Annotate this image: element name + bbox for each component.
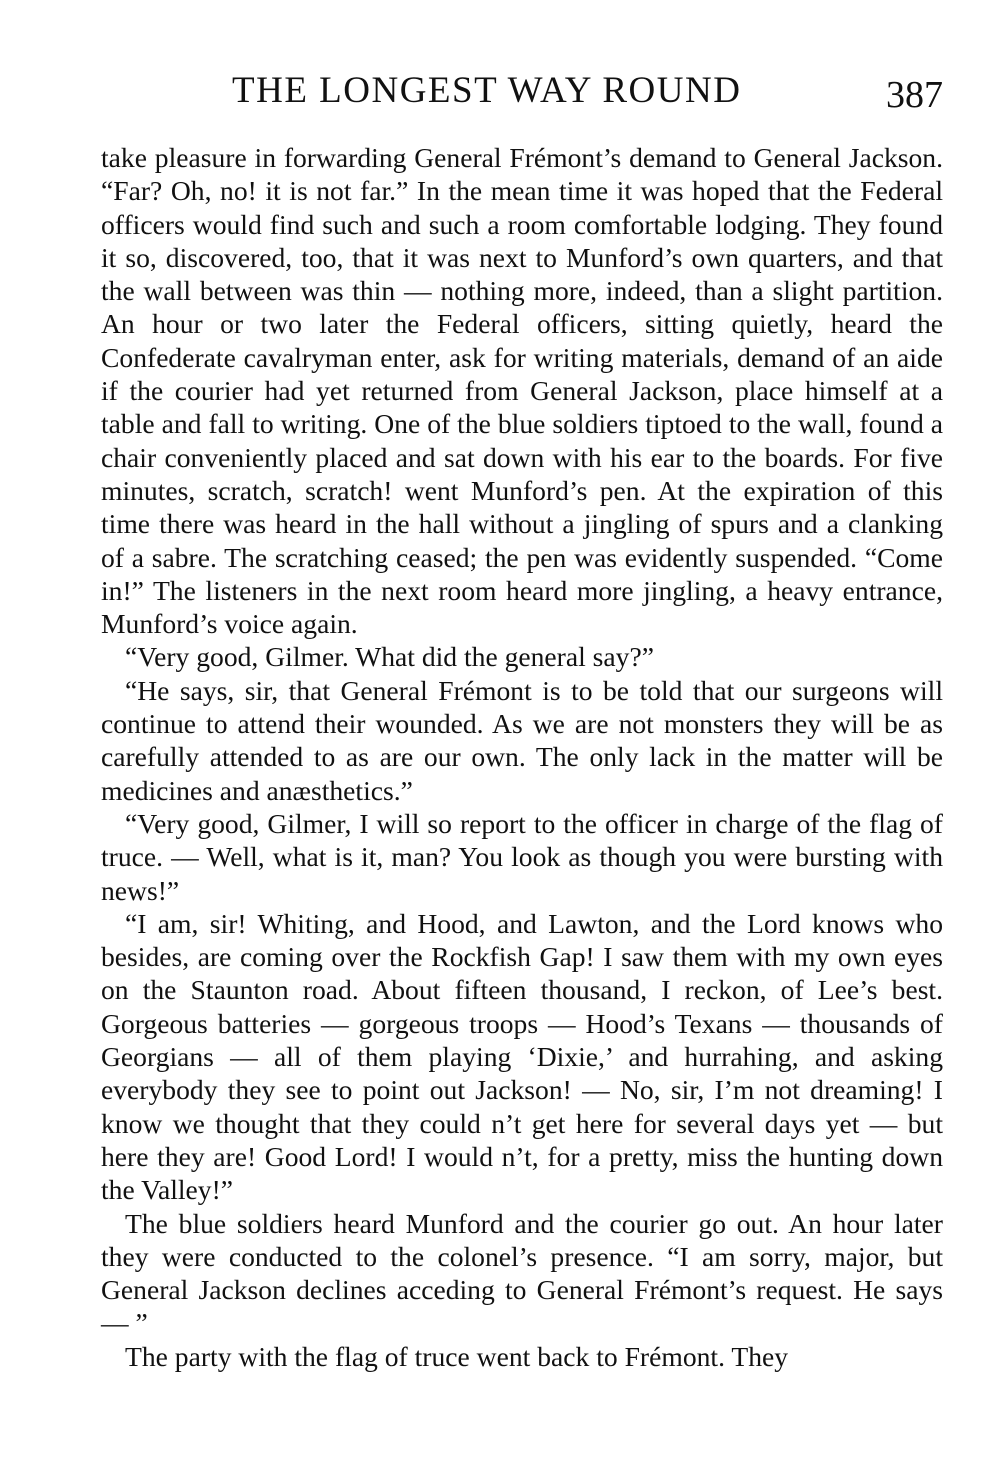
paragraph: take pleasure in forwarding General Frémont’s demand to General Jackson. “Far? Oh, no! it is not far.” In the mean time it was hoped that the Federal officers would find such and such a room comfortable lodging. They found it so, discovered, too, that it was next to Munford’s own quarters, and that the wall between was thin — nothing more, indeed, than a slight partition. An hour or two later the Federal officers, sitting quietly, heard the Confederate cavalryman enter, ask for writing materials, demand of an aide if the courier had yet returned from General Jackson, place himself at a table and fall to writing. One of the blue soldiers tiptoed to the wall, found a chair conveniently placed and sat down with his ear to the boards. For five minutes, scratch, scratch! went Munford’s pen. At the expiration of this time there was heard in the hall without a jingling of spurs and a clanking of a sabre. The scratching ceased; the pen was evidently suspended. “Come in!” The listeners in the next room heard more jingling, a heavy entrance, Munford’s voice again. [101, 142, 943, 640]
page-number: 387 [886, 74, 943, 116]
paragraph: “Very good, Gilmer, I will so report to the officer in charge of the flag of truce. — Well, what is it, man? You look as though you were bursting with news!” [101, 807, 943, 906]
paragraph: “Very good, Gilmer. What did the general say?” [125, 641, 654, 673]
paragraph: “He says, sir, that General Frémont is to be told that our surgeons will continue to attend their wounded. As we are not monsters they will be as carefully attended to as are our own. The only lack in the matter will be medicines and anæsthetics.” [101, 674, 943, 806]
running-title: THE LONGEST WAY ROUND [232, 70, 742, 111]
paragraph: The blue soldiers heard Munford and the courier go out. An hour later they were conducted to the colonel’s presence. “I am sorry, major, but General Jackson declines acceding to General Frémont’s request. He says — ” [101, 1207, 943, 1339]
running-head [101, 68, 943, 124]
paragraph: “I am, sir! Whiting, and Hood, and Lawton, and the Lord knows who besides, are coming over the Rockfish Gap! I saw them with my own eyes on the Staunton road. About fifteen thousand, I reckon, of Lee’s best. Gorgeous batteries — gorgeous troops — Hood’s Texans — thousands of Georgians — all of them playing ‘Dixie,’ and hurrahing, and asking everybody they see to point out Jackson! — No, sir, I’m not dreaming! I know we thought that they could n’t get here for several days yet — but here they are! Good Lord! I would n’t, for a pretty, miss the hunting down the Valley!” [101, 907, 943, 1206]
body-text [101, 141, 943, 1373]
book-page [101, 68, 943, 1373]
paragraph: The party with the flag of truce went back to Frémont. They [125, 1340, 789, 1372]
